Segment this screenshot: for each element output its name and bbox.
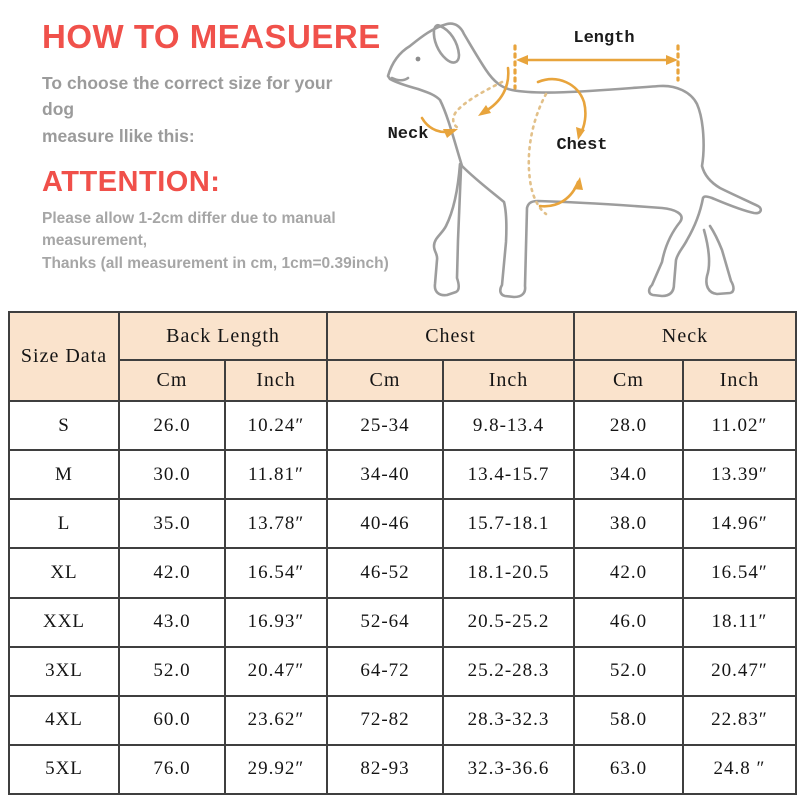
- arrowheads: [443, 55, 678, 190]
- attention-title: ATTENTION:: [42, 166, 221, 198]
- page-title: HOW TO MEASUERE: [42, 18, 381, 55]
- chest-cm-cell: 52-64: [327, 598, 443, 647]
- table-row: [9, 499, 796, 548]
- sub-header-chest-inch: Inch: [443, 360, 574, 401]
- sub-header-neck-inch: Inch: [683, 360, 796, 401]
- chest-inch-cell: 32.3-36.6: [443, 745, 574, 794]
- sub-header-neck-cm: Cm: [574, 360, 683, 401]
- length-label: Length: [573, 29, 635, 48]
- neck-inch-cell: 24.8 ″: [683, 745, 796, 794]
- neck-cm-cell: 42.0: [574, 548, 683, 597]
- back-inch-cell: 16.93″: [225, 598, 327, 647]
- table-row: [9, 745, 796, 794]
- size-chart-table: [8, 311, 797, 795]
- back-inch-cell: 20.47″: [225, 647, 327, 696]
- chest-cm-cell: 46-52: [327, 548, 443, 597]
- back-inch-cell: 23.62″: [225, 696, 327, 745]
- neck-label: Neck: [387, 125, 429, 144]
- size-cell: 3XL: [9, 647, 119, 696]
- chest-inch-cell: 25.2-28.3: [443, 647, 574, 696]
- table-row: [9, 598, 796, 647]
- sub-header-back-cm: Cm: [119, 360, 225, 401]
- chest-cm-cell: 72-82: [327, 696, 443, 745]
- chest-cm-cell: 25-34: [327, 401, 443, 450]
- neck-cm-cell: 34.0: [574, 450, 683, 499]
- length-arrowhead-right: [666, 55, 678, 65]
- back-cm-cell: 60.0: [119, 696, 225, 745]
- chest-inch-cell: 9.8-13.4: [443, 401, 574, 450]
- neck-cm-cell: 46.0: [574, 598, 683, 647]
- neck-inch-cell: 13.39″: [683, 450, 796, 499]
- neck-arrowhead-lower: [443, 129, 458, 138]
- chest-inch-cell: 28.3-32.3: [443, 696, 574, 745]
- neck-inch-cell: 11.02″: [683, 401, 796, 450]
- neck-inch-cell: 22.83″: [683, 696, 796, 745]
- chest-cm-cell: 34-40: [327, 450, 443, 499]
- size-cell: XXL: [9, 598, 119, 647]
- corner-cell: Size Data: [9, 312, 119, 401]
- group-header-neck: Neck: [574, 312, 796, 360]
- subtitle: [42, 70, 362, 149]
- back-cm-cell: 35.0: [119, 499, 225, 548]
- size-cell: 5XL: [9, 745, 119, 794]
- table-row: [9, 450, 796, 499]
- back-inch-cell: 29.92″: [225, 745, 327, 794]
- back-inch-cell: 11.81″: [225, 450, 327, 499]
- dog-measurement-diagram: [352, 2, 797, 308]
- chest-inch-cell: 20.5-25.2: [443, 598, 574, 647]
- subtitle-line2: measure llike this:: [42, 125, 195, 146]
- back-cm-cell: 43.0: [119, 598, 225, 647]
- back-inch-cell: 16.54″: [225, 548, 327, 597]
- size-cell: L: [9, 499, 119, 548]
- chest-dashed-arc: [529, 94, 546, 214]
- size-cell: XL: [9, 548, 119, 597]
- chest-cm-cell: 64-72: [327, 647, 443, 696]
- group-header-back-length: Back Length: [119, 312, 327, 360]
- sub-header-chest-cm: Cm: [327, 360, 443, 401]
- chest-cm-cell: 82-93: [327, 745, 443, 794]
- back-cm-cell: 52.0: [119, 647, 225, 696]
- table-sub-header-row: [9, 360, 796, 401]
- back-inch-cell: 13.78″: [225, 499, 327, 548]
- chest-label: Chest: [556, 136, 608, 155]
- sub-header-back-inch: Inch: [225, 360, 327, 401]
- neck-inch-cell: 18.11″: [683, 598, 796, 647]
- neck-cm-cell: 38.0: [574, 499, 683, 548]
- chest-inch-cell: 18.1-20.5: [443, 548, 574, 597]
- attention-line1: Please allow 1-2cm differ due to manual measurement,: [42, 210, 336, 250]
- back-cm-cell: 30.0: [119, 450, 225, 499]
- back-inch-cell: 10.24″: [225, 401, 327, 450]
- group-header-chest: Chest: [327, 312, 574, 360]
- neck-cm-cell: 63.0: [574, 745, 683, 794]
- neck-cm-cell: 52.0: [574, 647, 683, 696]
- back-cm-cell: 26.0: [119, 401, 225, 450]
- size-cell: M: [9, 450, 119, 499]
- dog-diagram-svg: [352, 2, 797, 308]
- chest-arrowhead-lower: [573, 177, 583, 190]
- chest-inch-cell: 13.4-15.7: [443, 450, 574, 499]
- back-cm-cell: 42.0: [119, 548, 225, 597]
- table-row: [9, 548, 796, 597]
- size-cell: S: [9, 401, 119, 450]
- size-cell: 4XL: [9, 696, 119, 745]
- dog-outline: [388, 24, 761, 297]
- table-row: [9, 647, 796, 696]
- attention-note: [42, 208, 402, 275]
- neck-inch-cell: 16.54″: [683, 548, 796, 597]
- dog-eye: [416, 57, 421, 62]
- neck-inch-cell: 14.96″: [683, 499, 796, 548]
- neck-inch-cell: 20.47″: [683, 647, 796, 696]
- neck-cm-cell: 58.0: [574, 696, 683, 745]
- chest-inch-cell: 15.7-18.1: [443, 499, 574, 548]
- subtitle-line1: To choose the correct size for your dog: [42, 73, 333, 120]
- chest-cm-cell: 40-46: [327, 499, 443, 548]
- attention-line2: Thanks (all measurement in cm, 1cm=0.39inch): [42, 254, 389, 272]
- length-arrowhead-left: [516, 55, 528, 65]
- table-row: [9, 696, 796, 745]
- back-cm-cell: 76.0: [119, 745, 225, 794]
- neck-cm-cell: 28.0: [574, 401, 683, 450]
- neck-arrowhead-upper: [478, 105, 491, 116]
- chest-arrow-upper: [538, 79, 585, 135]
- table-row: [9, 401, 796, 450]
- table-group-header-row: [9, 312, 796, 360]
